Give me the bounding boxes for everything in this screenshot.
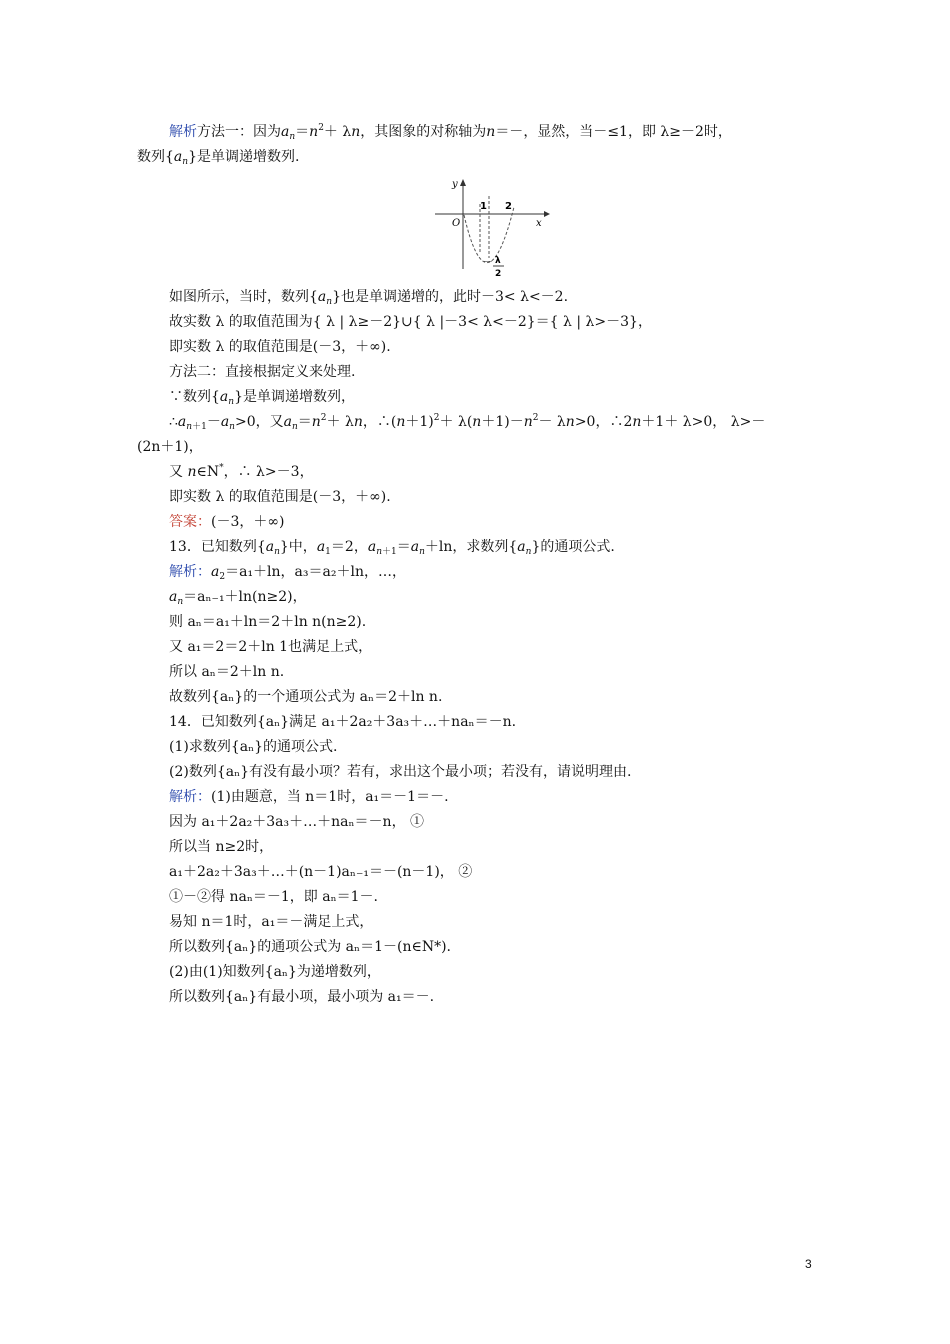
method1-line-1: 解析方法一：因为$a_n=n^2+ \lambda n$，其图象的对称轴为n＝－，显然，当－≤1，即 λ≥－2时， [169,123,732,142]
x-axis-label: x [536,218,542,229]
text-line: $a_n=a_{n-1}+\ln(n\ge 2)$， [169,589,307,607]
text-line: 又 a₁＝2＝2＋ln 1也满足上式， [169,639,373,655]
origin-label: O [452,218,461,229]
page-number: 3 [805,1257,812,1271]
text-line: (2)由(1)知数列{aₙ}为递增数列， [169,964,381,980]
text-line: 即实数 λ 的取值范围是(－3，＋∞). [169,339,391,355]
text-line: (2)数列{aₙ}有没有最小项？若有，求出这个最小项；若没有，请说明理由. [169,764,632,780]
answer-label: 答案 [169,514,197,530]
text-line: 易知 n＝1时，a₁＝－满足上式， [169,914,374,930]
text-line: ∵数列$\{a_n\}$是单调递增数列， [169,389,355,407]
text-line: 方法二：直接根据定义来处理. [169,364,356,380]
parabola-figure [432,174,550,286]
lambda-denominator: 2 [495,269,502,279]
answer-line: 答案：(－3，＋∞) [169,514,285,530]
text-line: $\therefore a_{n+1}-a_n>0$，又$a_n=n^2+ \lambda n$，$\therefore(n+1)^2+ \lambda(n+1)-n^2- \lambda n>0$，∴2n＋1＋ λ>0， λ>－ [169,413,766,432]
text-line: 又 n∈N*，∴ λ>－3， [169,463,314,480]
text-line: 解析：$a_2=a_1+\ln$，a₃＝a₂＋ln，…， [169,564,406,582]
text-line: 所以数列{aₙ}的通项公式为 aₙ＝1－(n∈N*). [169,939,451,955]
text-line: 如图所示，当时，数列$\{a_n\}$也是单调递增的，此时－3< λ<－2. [169,289,569,307]
text-line: 因为 a₁＋2a₂＋3a₃＋…＋naₙ＝－n， ① [169,814,425,830]
tick-2: 2 [505,201,512,212]
solution-label: 解析 [169,124,197,140]
text-line: 所以当 n≥2时， [169,839,274,855]
text-line: ①－②得 naₙ＝－1，即 aₙ＝1－. [169,889,378,905]
text-line: (1)求数列{aₙ}的通项公式. [169,739,338,755]
lambda-label: λ [495,256,501,266]
text-line: 故数列{aₙ}的一个通项公式为 aₙ＝2＋ln n. [169,689,443,705]
y-axis-label: y [452,179,458,190]
method1-line-2: 数列$\{a_n\}$是单调递增数列. [137,149,300,167]
text-line: a₁＋2a₂＋3a₃＋…＋(n－1)aₙ₋₁＝－(n－1)， ② [169,864,473,880]
text-line: 即实数 λ 的取值范围是(－3，＋∞). [169,489,391,505]
tick-1: 1 [480,201,487,212]
question-14: 14．已知数列{aₙ}满足 a₁＋2a₂＋3a₃＋…＋naₙ＝－n. [169,714,517,730]
text-line: 所以 aₙ＝2＋ln n. [169,664,285,680]
text-line: 则 aₙ＝a₁＋ln＝2＋ln n(n≥2). [169,614,367,630]
text-line: (2n＋1)， [137,439,203,455]
svg-text:－: － [483,257,493,268]
question-13: 13．已知数列$\{a_n\}$中，$a_1=2$，$a_{n+1}=a_n+\ln$，求数列$\{a_n\}$的通项公式. [169,539,615,557]
text-line: 解析：(1)由题意，当 n＝1时，a₁＝－1＝－. [169,789,449,805]
text-line: 所以数列{aₙ}有最小项，最小项为 a₁＝－. [169,989,435,1005]
text-line: 故实数 λ 的取值范围为{ λ | λ≥－2}∪{ λ |－3< λ<－2}＝{ λ | λ>－3}， [169,314,652,330]
